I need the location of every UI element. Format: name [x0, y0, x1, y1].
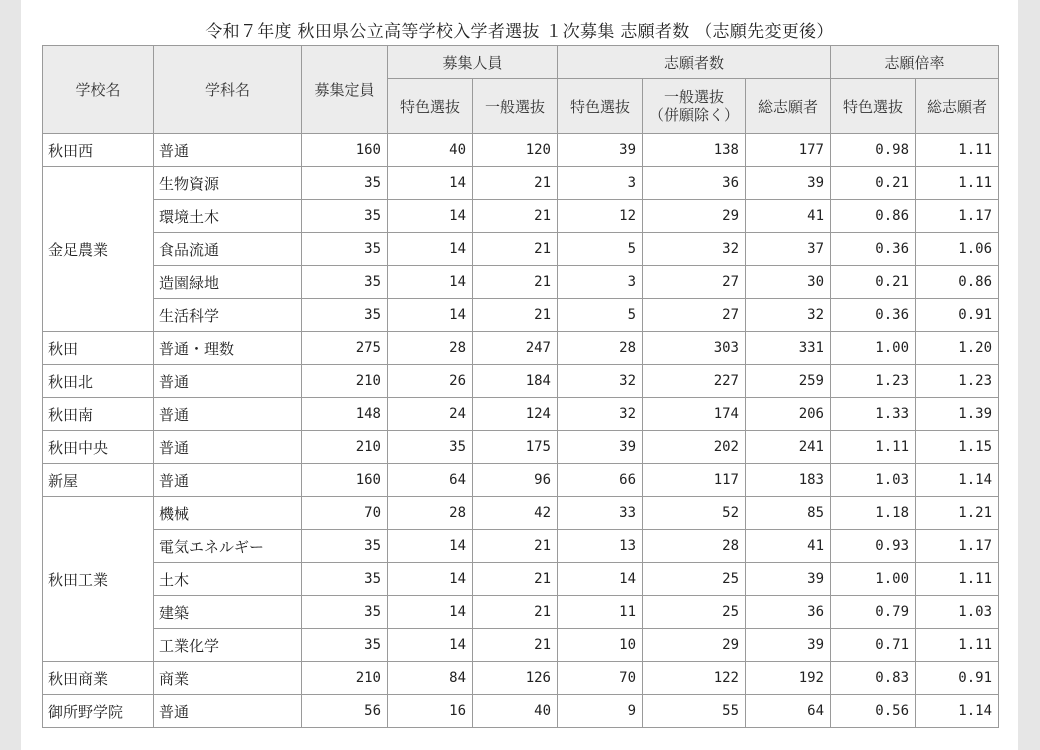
ratio-total-cell: 1.14: [916, 464, 999, 497]
ratio-tokushoku-cell: 1.11: [831, 431, 916, 464]
ratio-tokushoku-cell: 0.83: [831, 662, 916, 695]
ratio-total-cell: 1.14: [916, 695, 999, 728]
app-ippan-cell: 27: [643, 299, 746, 332]
table-row: [43, 299, 999, 332]
recruit-ippan-cell: 42: [473, 497, 558, 530]
ratio-total-cell: 0.91: [916, 662, 999, 695]
app-tokushoku-cell: 11: [558, 596, 643, 629]
capacity-cell: 275: [302, 332, 388, 365]
course-cell: 普通: [154, 695, 302, 728]
table-body: [43, 134, 999, 728]
recruit-ippan-cell: 175: [473, 431, 558, 464]
app-total-cell: 39: [746, 167, 831, 200]
ratio-total-cell: 0.91: [916, 299, 999, 332]
app-total-cell: 41: [746, 200, 831, 233]
recruit-ippan-cell: 96: [473, 464, 558, 497]
app-tokushoku-cell: 39: [558, 134, 643, 167]
app-total-cell: 39: [746, 629, 831, 662]
app-ippan-cell: 202: [643, 431, 746, 464]
school-name-cell: 秋田南: [43, 398, 154, 431]
ratio-tokushoku-cell: 1.23: [831, 365, 916, 398]
recruit-tokushoku-cell: 14: [388, 530, 473, 563]
app-total-cell: 37: [746, 233, 831, 266]
table-row: [43, 431, 999, 464]
recruit-ippan-cell: 21: [473, 530, 558, 563]
table-row: [43, 266, 999, 299]
header-app-ippan: [643, 79, 746, 134]
ratio-tokushoku-cell: 1.18: [831, 497, 916, 530]
recruit-tokushoku-cell: 26: [388, 365, 473, 398]
school-name-cell: 秋田: [43, 332, 154, 365]
school-name-cell: 新屋: [43, 464, 154, 497]
table-row: [43, 332, 999, 365]
recruit-ippan-cell: 124: [473, 398, 558, 431]
app-tokushoku-cell: 3: [558, 266, 643, 299]
course-cell: 生物資源: [154, 167, 302, 200]
app-tokushoku-cell: 12: [558, 200, 643, 233]
school-name-cell: 秋田工業: [43, 497, 154, 662]
capacity-cell: 160: [302, 464, 388, 497]
app-total-cell: 259: [746, 365, 831, 398]
recruit-tokushoku-cell: 64: [388, 464, 473, 497]
header-recruit-group: 募集人員: [388, 46, 558, 79]
header-recruit-ippan: 一般選抜: [473, 79, 558, 134]
course-cell: 造園緑地: [154, 266, 302, 299]
ratio-total-cell: 1.11: [916, 563, 999, 596]
recruit-ippan-cell: 120: [473, 134, 558, 167]
capacity-cell: 148: [302, 398, 388, 431]
app-tokushoku-cell: 32: [558, 365, 643, 398]
table-row: [43, 365, 999, 398]
ratio-total-cell: 1.39: [916, 398, 999, 431]
app-ippan-cell: 28: [643, 530, 746, 563]
capacity-cell: 56: [302, 695, 388, 728]
ratio-total-cell: 1.11: [916, 134, 999, 167]
header-app-total: 総志願者: [746, 79, 831, 134]
table-row: [43, 167, 999, 200]
recruit-tokushoku-cell: 14: [388, 167, 473, 200]
capacity-cell: 70: [302, 497, 388, 530]
recruit-ippan-cell: 247: [473, 332, 558, 365]
app-ippan-cell: 122: [643, 662, 746, 695]
header-capacity: 募集定員: [302, 46, 388, 134]
page-title: 令和７年度 秋田県公立高等学校入学者選抜 １次募集 志願者数 （志願先変更後）: [205, 22, 834, 42]
app-tokushoku-cell: 14: [558, 563, 643, 596]
app-ippan-cell: 227: [643, 365, 746, 398]
recruit-ippan-cell: 184: [473, 365, 558, 398]
app-tokushoku-cell: 70: [558, 662, 643, 695]
app-ippan-cell: 303: [643, 332, 746, 365]
capacity-cell: 35: [302, 266, 388, 299]
ratio-tokushoku-cell: 0.21: [831, 266, 916, 299]
ratio-tokushoku-cell: 1.03: [831, 464, 916, 497]
recruit-tokushoku-cell: 14: [388, 299, 473, 332]
recruit-tokushoku-cell: 14: [388, 200, 473, 233]
course-cell: 普通: [154, 365, 302, 398]
app-tokushoku-cell: 3: [558, 167, 643, 200]
app-ippan-cell: 36: [643, 167, 746, 200]
school-name-cell: 秋田西: [43, 134, 154, 167]
course-cell: 普通: [154, 398, 302, 431]
app-ippan-cell: 52: [643, 497, 746, 530]
ratio-total-cell: 1.17: [916, 530, 999, 563]
app-tokushoku-cell: 33: [558, 497, 643, 530]
app-tokushoku-cell: 9: [558, 695, 643, 728]
header-ratio-total: 総志願者: [916, 79, 999, 134]
app-ippan-cell: 138: [643, 134, 746, 167]
course-cell: 環境土木: [154, 200, 302, 233]
app-total-cell: 39: [746, 563, 831, 596]
applicants-table: [42, 45, 999, 728]
app-tokushoku-cell: 28: [558, 332, 643, 365]
app-tokushoku-cell: 13: [558, 530, 643, 563]
ratio-tokushoku-cell: 0.71: [831, 629, 916, 662]
app-tokushoku-cell: 5: [558, 299, 643, 332]
ratio-tokushoku-cell: 1.00: [831, 332, 916, 365]
course-cell: 普通: [154, 464, 302, 497]
app-tokushoku-cell: 10: [558, 629, 643, 662]
recruit-ippan-cell: 21: [473, 167, 558, 200]
app-total-cell: 64: [746, 695, 831, 728]
course-cell: 生活科学: [154, 299, 302, 332]
course-cell: 普通: [154, 134, 302, 167]
table-row: [43, 464, 999, 497]
ratio-total-cell: 1.17: [916, 200, 999, 233]
app-ippan-cell: 29: [643, 629, 746, 662]
header-app-ippan-line1: 一般選抜: [663, 88, 724, 106]
app-tokushoku-cell: 66: [558, 464, 643, 497]
app-ippan-cell: 27: [643, 266, 746, 299]
recruit-tokushoku-cell: 14: [388, 596, 473, 629]
ratio-tokushoku-cell: 0.36: [831, 233, 916, 266]
ratio-tokushoku-cell: 0.86: [831, 200, 916, 233]
app-total-cell: 30: [746, 266, 831, 299]
recruit-tokushoku-cell: 35: [388, 431, 473, 464]
ratio-tokushoku-cell: 0.36: [831, 299, 916, 332]
header-course: 学科名: [154, 46, 302, 134]
recruit-tokushoku-cell: 16: [388, 695, 473, 728]
header-school: 学校名: [43, 46, 154, 134]
recruit-ippan-cell: 21: [473, 233, 558, 266]
ratio-total-cell: 1.21: [916, 497, 999, 530]
capacity-cell: 35: [302, 530, 388, 563]
app-total-cell: 177: [746, 134, 831, 167]
capacity-cell: 160: [302, 134, 388, 167]
app-total-cell: 41: [746, 530, 831, 563]
recruit-tokushoku-cell: 84: [388, 662, 473, 695]
app-total-cell: 331: [746, 332, 831, 365]
recruit-tokushoku-cell: 40: [388, 134, 473, 167]
app-total-cell: 32: [746, 299, 831, 332]
capacity-cell: 210: [302, 431, 388, 464]
recruit-ippan-cell: 21: [473, 200, 558, 233]
recruit-ippan-cell: 21: [473, 596, 558, 629]
recruit-ippan-cell: 21: [473, 563, 558, 596]
app-tokushoku-cell: 39: [558, 431, 643, 464]
capacity-cell: 210: [302, 365, 388, 398]
header-recruit-tokushoku: 特色選抜: [388, 79, 473, 134]
recruit-ippan-cell: 126: [473, 662, 558, 695]
capacity-cell: 35: [302, 233, 388, 266]
capacity-cell: 35: [302, 299, 388, 332]
capacity-cell: 35: [302, 167, 388, 200]
recruit-tokushoku-cell: 28: [388, 497, 473, 530]
table-row: [43, 629, 999, 662]
recruit-tokushoku-cell: 24: [388, 398, 473, 431]
recruit-ippan-cell: 21: [473, 266, 558, 299]
recruit-ippan-cell: 40: [473, 695, 558, 728]
table-row: [43, 563, 999, 596]
school-name-cell: 金足農業: [43, 167, 154, 332]
header-app-ippan-line2: （併願除く）: [648, 106, 739, 124]
app-ippan-cell: 32: [643, 233, 746, 266]
header-ratio-group: 志願倍率: [831, 46, 999, 79]
course-cell: 普通: [154, 431, 302, 464]
table-row: [43, 530, 999, 563]
app-tokushoku-cell: 32: [558, 398, 643, 431]
app-ippan-cell: 117: [643, 464, 746, 497]
capacity-cell: 210: [302, 662, 388, 695]
course-cell: 電気エネルギー: [154, 530, 302, 563]
app-tokushoku-cell: 5: [558, 233, 643, 266]
app-ippan-cell: 25: [643, 596, 746, 629]
course-cell: 普通・理数: [154, 332, 302, 365]
header-ratio-tokushoku: 特色選抜: [831, 79, 916, 134]
ratio-tokushoku-cell: 1.00: [831, 563, 916, 596]
header-applicants-group: 志願者数: [558, 46, 831, 79]
capacity-cell: 35: [302, 596, 388, 629]
app-ippan-cell: 25: [643, 563, 746, 596]
recruit-ippan-cell: 21: [473, 629, 558, 662]
ratio-total-cell: 1.11: [916, 629, 999, 662]
app-ippan-cell: 29: [643, 200, 746, 233]
app-total-cell: 192: [746, 662, 831, 695]
document-page: [21, 0, 1018, 750]
app-total-cell: 36: [746, 596, 831, 629]
table-row: [43, 497, 999, 530]
app-total-cell: 206: [746, 398, 831, 431]
recruit-tokushoku-cell: 14: [388, 233, 473, 266]
table-row: [43, 200, 999, 233]
ratio-total-cell: 1.11: [916, 167, 999, 200]
recruit-ippan-cell: 21: [473, 299, 558, 332]
app-total-cell: 85: [746, 497, 831, 530]
table-row: [43, 398, 999, 431]
recruit-tokushoku-cell: 14: [388, 563, 473, 596]
course-cell: 商業: [154, 662, 302, 695]
ratio-tokushoku-cell: 0.56: [831, 695, 916, 728]
course-cell: 工業化学: [154, 629, 302, 662]
course-cell: 機械: [154, 497, 302, 530]
capacity-cell: 35: [302, 563, 388, 596]
table-row: [43, 695, 999, 728]
ratio-total-cell: 1.15: [916, 431, 999, 464]
app-total-cell: 241: [746, 431, 831, 464]
recruit-tokushoku-cell: 28: [388, 332, 473, 365]
ratio-total-cell: 1.06: [916, 233, 999, 266]
school-name-cell: 秋田商業: [43, 662, 154, 695]
ratio-tokushoku-cell: 0.98: [831, 134, 916, 167]
table-row: [43, 233, 999, 266]
table-row: [43, 662, 999, 695]
recruit-tokushoku-cell: 14: [388, 266, 473, 299]
ratio-tokushoku-cell: 0.93: [831, 530, 916, 563]
ratio-total-cell: 1.20: [916, 332, 999, 365]
capacity-cell: 35: [302, 629, 388, 662]
ratio-tokushoku-cell: 0.21: [831, 167, 916, 200]
course-cell: 建築: [154, 596, 302, 629]
capacity-cell: 35: [302, 200, 388, 233]
course-cell: 土木: [154, 563, 302, 596]
school-name-cell: 秋田北: [43, 365, 154, 398]
school-name-cell: 御所野学院: [43, 695, 154, 728]
school-name-cell: 秋田中央: [43, 431, 154, 464]
ratio-total-cell: 1.03: [916, 596, 999, 629]
course-cell: 食品流通: [154, 233, 302, 266]
recruit-tokushoku-cell: 14: [388, 629, 473, 662]
app-ippan-cell: 55: [643, 695, 746, 728]
ratio-total-cell: 1.23: [916, 365, 999, 398]
ratio-tokushoku-cell: 1.33: [831, 398, 916, 431]
header-app-tokushoku: 特色選抜: [558, 79, 643, 134]
app-total-cell: 183: [746, 464, 831, 497]
table-row: [43, 134, 999, 167]
ratio-tokushoku-cell: 0.79: [831, 596, 916, 629]
table-row: [43, 596, 999, 629]
ratio-total-cell: 0.86: [916, 266, 999, 299]
app-ippan-cell: 174: [643, 398, 746, 431]
